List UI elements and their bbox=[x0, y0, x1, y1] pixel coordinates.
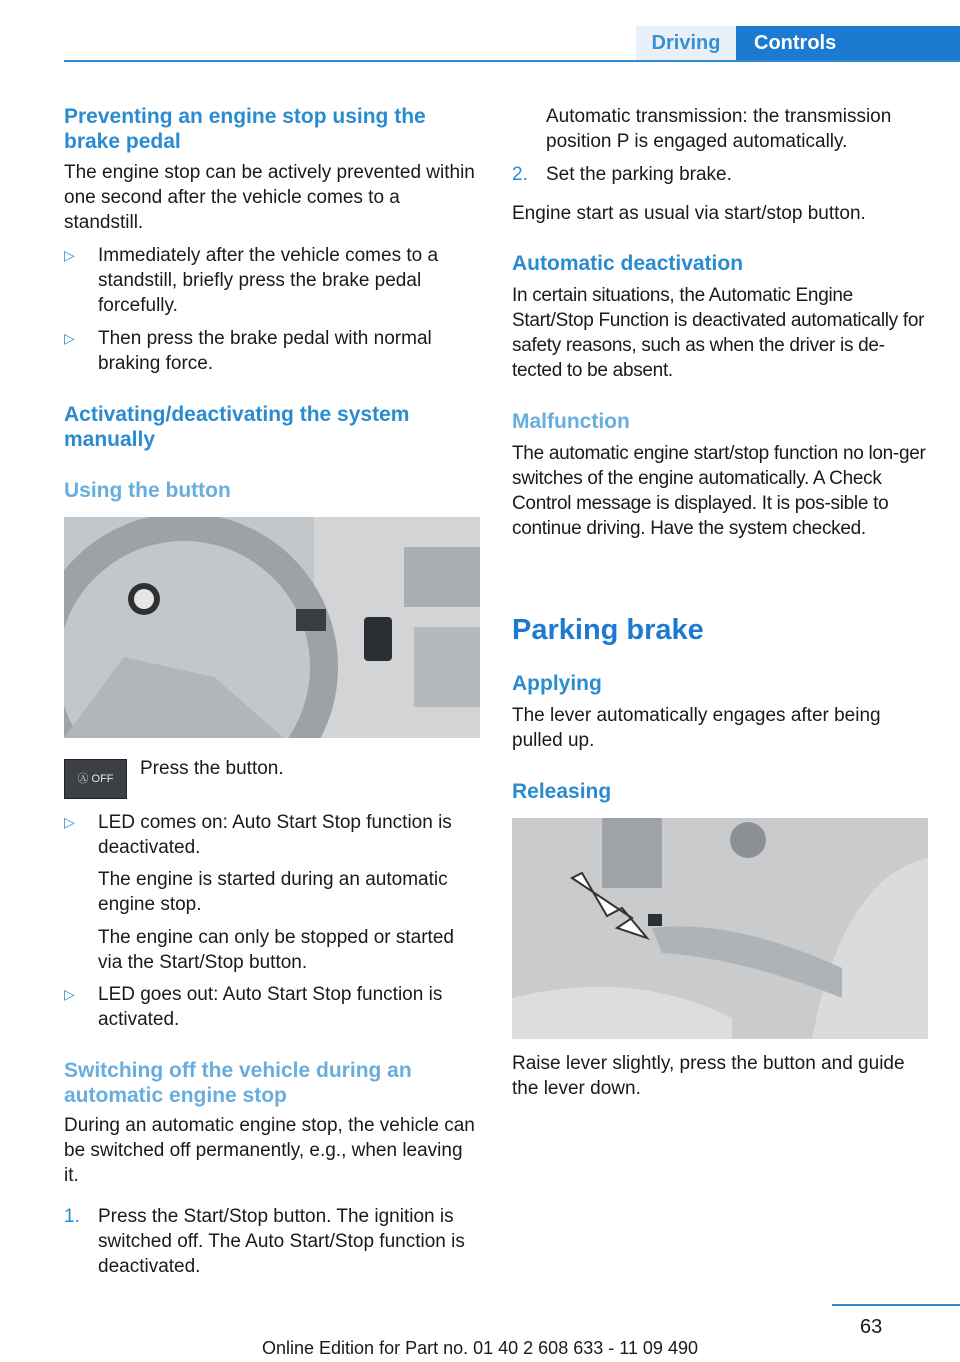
triangle-right-icon: ▷ bbox=[64, 814, 75, 830]
parking-brake-lever-image bbox=[512, 818, 928, 1039]
paragraph-releasing: Raise lever slightly, press the button and guide the lever down. bbox=[512, 1053, 905, 1099]
page-number: 63 bbox=[860, 1316, 883, 1338]
led-on-detail-1: The engine is started during an automatic engine stop. bbox=[98, 869, 448, 915]
tab-driving[interactable]: Driving bbox=[636, 26, 736, 60]
heading-using-button: Using the button bbox=[64, 479, 231, 502]
paragraph-applying: The lever automatically engages after being pulled up. bbox=[512, 705, 881, 751]
list-item bbox=[64, 1204, 480, 1279]
heading-preventing-engine-stop: Preventing an engine stop using the brake pedal bbox=[64, 105, 426, 153]
heading-releasing: Releasing bbox=[512, 780, 612, 803]
paragraph-preventing: The engine stop can be actively prevented within one second after the vehicle comes to a standstill. bbox=[64, 162, 475, 233]
auto-start-stop-off-button-icon: Ⓐ OFF bbox=[64, 759, 127, 799]
paragraph-malfunction: The automatic engine start/stop function no lon-ger switches of the engine automatically. A Check Control message is displayed. It is pos-sible to continue driving. Have the system checked. bbox=[512, 443, 926, 539]
heading-applying: Applying bbox=[512, 672, 602, 695]
paragraph-automatic-deactivation: In certain situations, the Automatic Engine Start/Stop Function is deactivated automatically for safety reasons, such as when the driver is de-tected to be absent. bbox=[512, 285, 925, 381]
list-item-text: Then press the brake pedal with normal braking force. bbox=[98, 328, 432, 374]
heading-automatic-deactivation: Automatic deactivation bbox=[512, 252, 744, 275]
list-item bbox=[64, 810, 480, 860]
step-number: 2. bbox=[512, 164, 528, 185]
heading-malfunction: Malfunction bbox=[512, 410, 630, 433]
step-number: 1. bbox=[64, 1206, 80, 1227]
paragraph-switching-off: During an automatic engine stop, the vehicle can be switched off permanently, e.g., when leaving it. bbox=[64, 1115, 475, 1186]
step1-continued: Automatic transmission: the transmission position P is engaged automatically. bbox=[546, 106, 892, 152]
list-item bbox=[512, 162, 928, 187]
heading-switching-off: Switching off the vehicle during an automatic engine stop bbox=[64, 1059, 412, 1107]
list-item-text: LED goes out: Auto Start Stop function is activated. bbox=[98, 984, 443, 1030]
paragraph-engine-start: Engine start as usual via start/stop button. bbox=[512, 203, 866, 224]
list-item bbox=[64, 243, 480, 318]
header-rule bbox=[64, 60, 960, 62]
list-item-text: Immediately after the vehicle comes to a standstill, briefly press the brake pedal forcefully. bbox=[98, 245, 439, 316]
dashboard-steering-wheel-image bbox=[64, 517, 480, 738]
tab-controls[interactable]: Controls bbox=[736, 26, 960, 62]
led-on-detail-2: The engine can only be stopped or started via the Start/Stop button. bbox=[98, 927, 454, 973]
triangle-right-icon: ▷ bbox=[64, 330, 75, 346]
heading-parking-brake: Parking brake bbox=[512, 614, 704, 646]
heading-activating: Activating/deactivating the system manually bbox=[64, 403, 410, 451]
triangle-right-icon: ▷ bbox=[64, 247, 75, 263]
footer-rule bbox=[832, 1304, 960, 1306]
list-item bbox=[64, 982, 480, 1032]
list-item bbox=[64, 326, 480, 376]
list-item-text: Press the Start/Stop button. The ignition is switched off. The Auto Start/Stop function is deactivated. bbox=[98, 1206, 465, 1277]
edition-footer: Online Edition for Part no. 01 40 2 608 633 - 11 09 490 bbox=[262, 1338, 698, 1358]
triangle-right-icon: ▷ bbox=[64, 986, 75, 1002]
list-item-text: Set the parking brake. bbox=[546, 164, 732, 185]
list-item-text: LED comes on: Auto Start Stop function is deactivated. bbox=[98, 812, 452, 858]
press-button-text: Press the button. bbox=[140, 758, 284, 779]
